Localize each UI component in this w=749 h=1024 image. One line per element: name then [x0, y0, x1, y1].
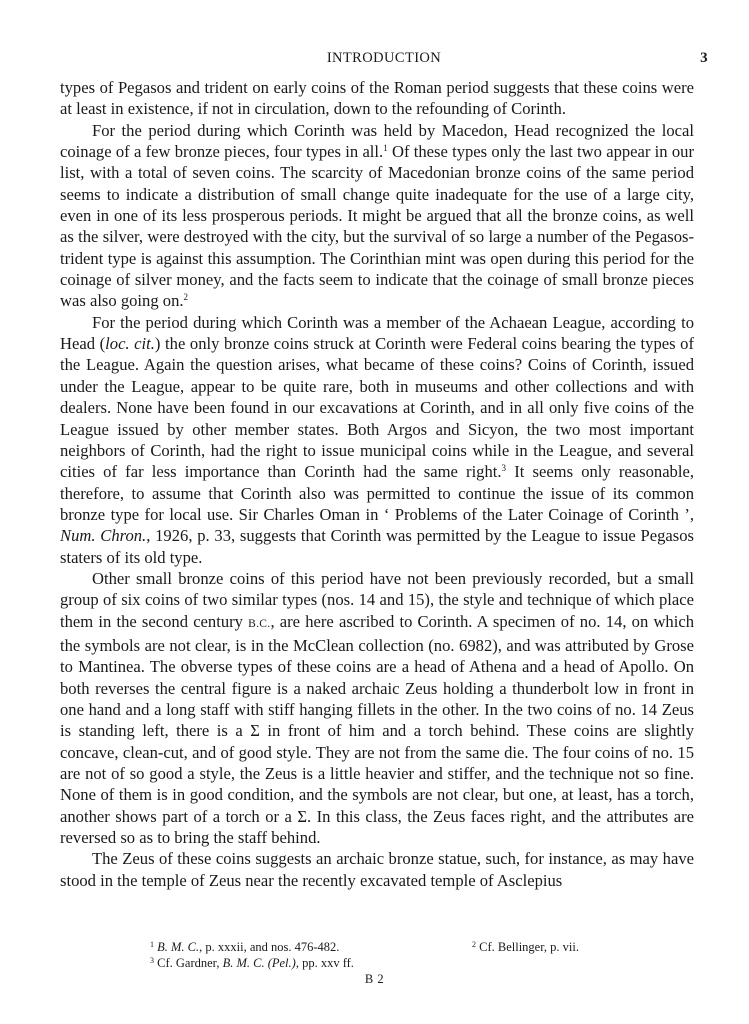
- footnote-ref-3: 3: [501, 463, 507, 474]
- footnote-1: $^1$ B. M. C., p. xxxii, and nos. 476-482.: [150, 940, 340, 954]
- running-title: INTRODUCTION: [326, 50, 442, 66]
- footnote-ref-1: 1: [383, 143, 388, 154]
- page-number: 3: [700, 50, 708, 66]
- footnote-2: $^2$ Cf. Bellinger, p. vii.: [472, 940, 579, 954]
- paragraph-3: For the period during which Corinth was a member of the Achaean League, according to Head (loc. cit.) the only bronze coins struck at Corinth were Federal coins bearing the types of the League. Again the question arises, what became of these coins? Coins of Corinth, issued under the League, appear to be quite rare, both in museums and other collections and with dealers. None have been found in our excavations at Corinth, and in all only five coins of the League issued by other member states. Both Argos and Sicyon, the two most important neighbors of Corinth, had the right to issue municipal coins while in the League, and several cities of far less importance than Corinth had the same right.$^3$ It seems only reasonable, therefore, to assume that Corinth also was permitted to continue the issue of its common bronze type for local use. Sir Charles Oman in ‘ Problems of the Later Coinage of Corinth ’, Num. Chron., 1926, p. 33, suggests that Corinth was permitted by the League to issue Pegasos staters of its old type.: [60, 312, 695, 567]
- body-text: [60, 77, 694, 891]
- paragraph-1: types of Pegasos and trident on early coins of the Roman period suggests that these coins were at least in existence, if not in circulation, down to the refounding of Corinth.: [60, 78, 694, 119]
- footnote-3: $^3$ Cf. Gardner, B. M. C. (Pel.), pp. xxv ff.: [150, 956, 354, 970]
- signature-mark: B 2: [364, 972, 385, 986]
- footnotes: [150, 939, 670, 971]
- running-head: [60, 50, 708, 72]
- paragraph-5: The Zeus of these coins suggests an archaic bronze statue, such, for instance, as may have stood in the temple of Zeus near the recently excavated temple of Asclepius: [60, 849, 694, 890]
- paragraph-2: For the period during which Corinth was held by Macedon, Head recognized the local coinage of a few bronze pieces, four types in all.$^1$ Of these types only the last two appear in our list, with a total of seven coins. The scarcity of Macedonian bronze coins of the same period seems to indicate a distribution of small change quite inadequate for the use of a large city, even in one of its less prosperous periods. It might be argued that all the bronze coins, as well as the silver, were destroyed with the city, but the survival of so large a number of the Pegasos-trident type is against this assumption. The Corinthian mint was open during this period for the coinage of silver money, and the facts seem to indicate that the coinage of small bronze pieces was also going on.$^2$: [60, 120, 694, 311]
- footnote-row: [150, 955, 670, 971]
- footnote-ref-2: 2: [183, 292, 189, 303]
- footnote-row: [150, 939, 670, 955]
- paragraph-4: Other small bronze coins of this period have not been previously recorded, but a small group of six coins of two similar types (nos. 14 and 15), the style and technique of which place them in the second century B.C., are here ascribed to Corinth. A specimen of no. 14, on which the symbols are not clear, is in the McClean collection (no. 6982), and was attributed by Grose to Mantinea. The obverse types of these coins are a head of Athena and a head of Apollo. On both reverses the central figure is a naked archaic Zeus holding a thunderbolt low in front in one hand and a long staff with stiff hanging fillets in the other. In the two coins of no. 14 Zeus is standing left, there is a Σ in front of him and a torch behind. These coins are slightly concave, clean-cut, and of good style. They are not from the same die. The four coins of no. 15 are not of so good a style, the Zeus is a little heavier and stiffer, and the technique not so fine. None of them is in good condition, and the symbols are not clear, but one, at least, has a torch, another shows part of a torch or a Σ. In this class, the Zeus faces right, and the attributes are reversed so as to bring the staff behind.: [60, 568, 695, 848]
